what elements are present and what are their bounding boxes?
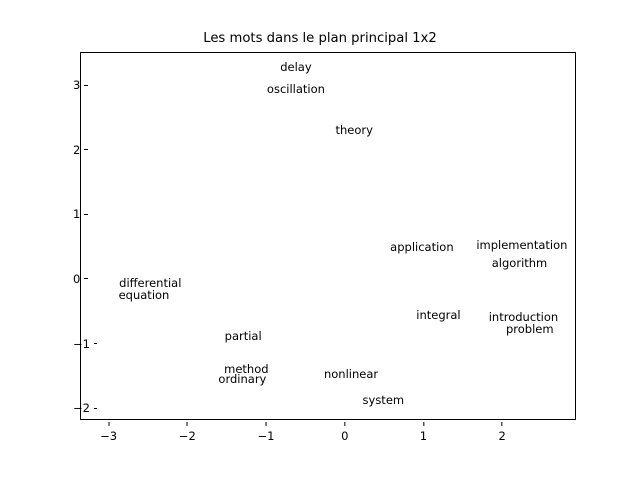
x-tick-mark xyxy=(187,422,188,426)
y-tick-mark xyxy=(94,408,98,409)
y-tick xyxy=(73,272,88,286)
point-label: algorithm xyxy=(491,256,548,271)
x-tick-mark xyxy=(266,422,267,426)
y-tick xyxy=(73,78,88,92)
x-tick-label: −3 xyxy=(100,428,118,443)
x-tick xyxy=(341,422,348,443)
point-label: differential xyxy=(119,276,182,291)
plot-area xyxy=(81,53,575,419)
y-tick-label: 0 xyxy=(73,271,81,286)
point-label: oscillation xyxy=(266,81,325,96)
x-tick xyxy=(420,422,427,443)
y-tick-label: 3 xyxy=(73,78,81,93)
y-tick xyxy=(73,143,88,157)
y-tick-mark xyxy=(84,278,88,279)
point-label: delay xyxy=(280,60,312,75)
point-label: problem xyxy=(505,322,554,337)
point-label: integral xyxy=(416,308,461,323)
y-tick-mark xyxy=(84,149,88,150)
y-tick-label: −1 xyxy=(73,336,90,351)
x-tick-label: 2 xyxy=(498,428,506,443)
y-tick-label: 1 xyxy=(73,207,81,222)
x-tick-mark xyxy=(423,422,424,426)
x-tick-label: 1 xyxy=(419,428,428,443)
point-label: method xyxy=(224,361,269,376)
point-label: ordinary xyxy=(218,372,267,387)
x-tick xyxy=(499,422,506,443)
y-tick-mark xyxy=(84,85,88,86)
x-tick-mark xyxy=(502,422,503,426)
point-label: theory xyxy=(335,122,373,137)
point-label: introduction xyxy=(488,310,559,325)
x-tick xyxy=(258,422,275,443)
plot-axes xyxy=(73,52,576,443)
y-tick-label: 2 xyxy=(73,142,81,157)
x-tick-label: 0 xyxy=(341,428,349,443)
y-tick xyxy=(73,401,97,415)
y-tick xyxy=(73,207,88,221)
point-label: application xyxy=(390,240,454,255)
y-tick xyxy=(73,337,97,351)
point-label: system xyxy=(362,392,405,407)
point-label: implementation xyxy=(476,238,568,253)
x-tick-label: −1 xyxy=(257,428,275,443)
x-tick-mark xyxy=(344,422,345,426)
x-tick xyxy=(100,422,117,443)
chart-title: Les mots dans le plan principal 1x2 xyxy=(203,31,437,46)
x-tick-mark xyxy=(108,422,109,426)
y-tick-label: −2 xyxy=(73,401,90,416)
x-tick-label: −2 xyxy=(178,428,196,443)
point-label: equation xyxy=(118,288,170,303)
x-tick xyxy=(179,422,196,443)
point-label: nonlinear xyxy=(323,366,379,381)
point-label: partial xyxy=(224,328,262,343)
y-tick-mark xyxy=(84,214,88,215)
y-tick-mark xyxy=(94,343,98,344)
